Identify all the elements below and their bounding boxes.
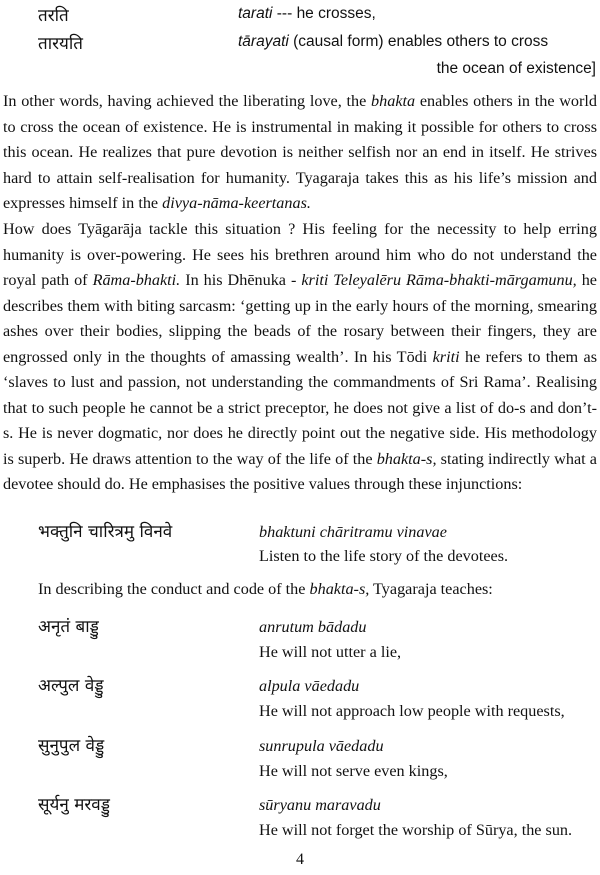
meaning-tarayati: (causal form) enables others to cross (288, 33, 549, 50)
injunction-devanagari: सुनुपुल वेड्डु (38, 736, 105, 756)
injunction-devanagari: अल्पुल वेड्डु (38, 676, 104, 696)
devanagari-word-tarati: तरति (38, 6, 69, 26)
gloss-tarati (238, 5, 376, 23)
injunction-devanagari: सूर्यनु मरवड्डु (38, 795, 110, 815)
quote-transliteration: bhaktuni chāritramu vinavae (259, 523, 447, 541)
injunction-transliteration: anrutum bādadu (259, 618, 367, 636)
injunction-translation: He will not serve even kings, (259, 762, 448, 780)
quote-devanagari: भक्तुनि चारित्रमु विनवे (38, 522, 173, 542)
page-number: 4 (296, 851, 304, 868)
devanagari-word-tarayati: तारयति (38, 34, 83, 54)
injunction-translation: He will not approach low people with requests, (259, 702, 565, 720)
translit-tarayati: tārayati (238, 33, 289, 50)
injunction-transliteration: sunrupula vāedadu (259, 737, 384, 755)
meaning-tarati: --- he crosses, (272, 5, 376, 22)
translit-tarati: tarati (238, 5, 273, 22)
gloss-continuation: the ocean of existence] (436, 60, 596, 77)
injunction-translation: He will not forget the worship of Sūrya, the sun. (259, 821, 573, 839)
intro-line: In describing the conduct and code of the bhakta-s, Tyagaraja teaches: (38, 580, 493, 598)
injunction-devanagari: अनृतं बाड्डु (38, 617, 99, 637)
paragraph-1: In other words, having achieved the liberating love, the bhakta enables others in the world to cross the ocean of existence. He is instrumental in making it possible for others to cross this ocean. He realizes that pure devotion is neither selfish nor an end in itself. He strives hard to attain self-realisation for humanity. Tyagaraja takes this as his life’s mission and expresses himself in the divya-nāma-keertanas. (3, 92, 598, 212)
injunction-transliteration: sūryanu maravadu (259, 796, 381, 814)
paragraph-2: How does Tyāgarāja tackle this situation ? His feeling for the necessity to help erring humanity is over-powering. He sees his brethren around him who do not understand the royal path of Rāma-bhakti. In his Dhēnuka - kriti Teleyalēru Rāma-bhakti-mārgamunu, he describes them with biting sarcasm: ‘getting up in the early hours of the morning, smearing ashes over their bodies, slipping the beads of the rosary between their fingers, they are engrossed only in the thoughts of amassing wealth’. In his Tōdi kriti he refers to them as ‘slaves to lust and passion, not understanding the commandments of Sri Rama’. Realising that to such people he cannot be a strict preceptor, he does not give a list of do-s and don’t-s. He is never dogmatic, nor does he directly point out the negative side. His methodology is superb. He draws attention to the way of the life of the bhakta-s, stating indirectly what a devotee should do. He emphasises the positive values through these injunctions: (3, 220, 597, 493)
injunction-transliteration: alpula vāedadu (259, 677, 360, 695)
quote-translation: Listen to the life story of the devotees. (259, 547, 509, 565)
gloss-tarayati (238, 33, 548, 51)
injunction-translation: He will not utter a lie, (259, 643, 402, 661)
